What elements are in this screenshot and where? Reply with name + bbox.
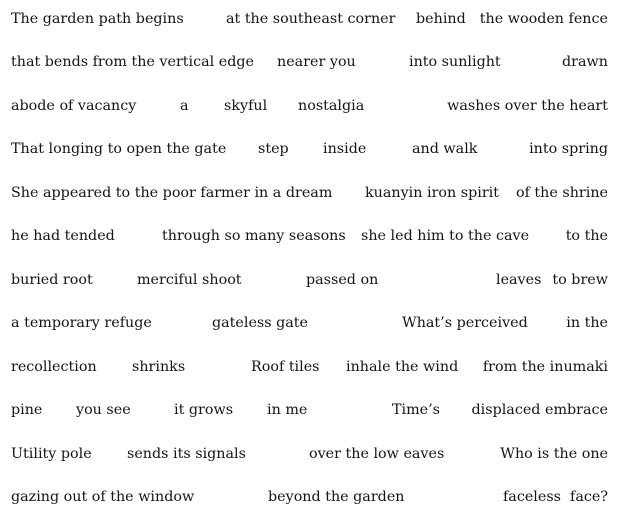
poem-fragment: washes over the heart xyxy=(447,98,608,114)
poem-fragment: nearer you xyxy=(277,54,356,70)
poem-fragment: passed on xyxy=(306,272,379,288)
poem-fragment: kuanyin iron spirit xyxy=(365,185,499,201)
poem-line xyxy=(11,443,608,465)
poem-fragment: she led him to the cave xyxy=(361,228,530,244)
poem-line xyxy=(11,312,608,334)
poem-fragment: of the shrine xyxy=(515,185,608,201)
poem-fragment: faceless xyxy=(503,489,561,505)
poem-line xyxy=(11,51,608,73)
poem-fragment: you see xyxy=(76,402,131,418)
poem-fragment: merciful shoot xyxy=(137,272,242,288)
poem-fragment: to the xyxy=(565,228,608,244)
poem-fragment: Utility pole xyxy=(11,446,92,462)
poem-line xyxy=(11,182,608,204)
poem-fragment: leaves xyxy=(496,272,542,288)
poem-fragment: nostalgia xyxy=(298,98,365,114)
poem-fragment: skyful xyxy=(224,98,268,114)
poem-fragment: buried root xyxy=(11,272,93,288)
poem-line xyxy=(11,8,608,30)
poem-fragment: beyond the garden xyxy=(268,489,405,505)
poem-fragment: the wooden fence xyxy=(479,11,608,27)
poem-fragment: Roof tiles xyxy=(251,359,320,375)
poem-fragment: drawn xyxy=(562,54,608,70)
poem-fragment: through so many seasons xyxy=(162,228,346,244)
poem-fragment: at the southeast corner xyxy=(226,11,396,27)
poem-fragment: sends its signals xyxy=(127,446,246,462)
poem-fragment: a xyxy=(180,98,189,114)
poem-fragment: into spring xyxy=(529,141,608,157)
poem-fragment: in the xyxy=(566,315,608,331)
poem-fragment: face? xyxy=(570,489,608,505)
poem-fragment: it grows xyxy=(174,402,234,418)
poem-fragment: step xyxy=(258,141,289,157)
poem-fragment: Time’s xyxy=(392,402,441,418)
poem-line xyxy=(11,399,608,421)
poem-fragment: recollection xyxy=(11,359,97,375)
poem-fragment: into sunlight xyxy=(409,54,501,70)
poem-fragment: behind xyxy=(416,11,466,27)
poem-line xyxy=(11,95,608,117)
poem-line xyxy=(11,225,608,247)
poem-line xyxy=(11,486,608,508)
poem-fragment: gateless gate xyxy=(212,315,309,331)
poem-fragment: displaced embrace xyxy=(471,402,608,418)
poem-fragment: inhale the wind xyxy=(346,359,459,375)
poem-fragment: That longing to open the gate xyxy=(11,141,227,157)
poem-fragment: and walk xyxy=(412,141,478,157)
poem-fragment: The garden path begins xyxy=(11,11,184,27)
poem-line xyxy=(11,356,608,378)
poem-fragment: gazing out of the window xyxy=(11,489,195,505)
poem-fragment: abode of vacancy xyxy=(11,98,137,114)
poem-fragment: that bends from the vertical edge xyxy=(11,54,254,70)
poem-line xyxy=(11,138,608,160)
poem-fragment: Who is the one xyxy=(500,446,608,462)
poem-fragment: a temporary refuge xyxy=(11,315,152,331)
poem-line xyxy=(11,269,608,291)
poem-fragment: over the low eaves xyxy=(309,446,445,462)
poem-fragment: She appeared to the poor farmer in a dream xyxy=(11,185,333,201)
poem-fragment: in me xyxy=(267,402,308,418)
poem-fragment: shrinks xyxy=(132,359,186,375)
poem-fragment: What’s perceived xyxy=(402,315,528,331)
poem-fragment: to brew xyxy=(552,272,608,288)
poem-fragment: he had tended xyxy=(11,228,115,244)
poem-fragment: pine xyxy=(11,402,43,418)
poem-fragment: from the inumaki xyxy=(482,359,608,375)
poem-text xyxy=(11,0,608,524)
poem-fragment: inside xyxy=(323,141,367,157)
